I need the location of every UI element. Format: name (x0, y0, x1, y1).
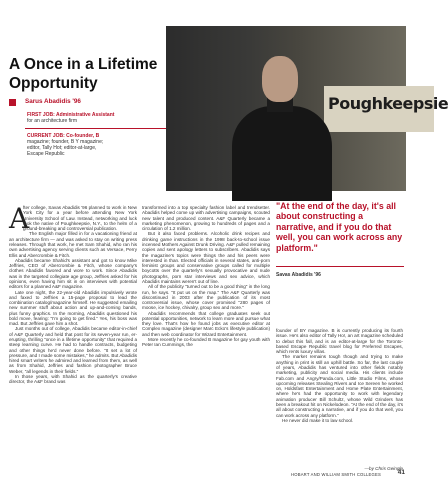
first-job-value: for an architecture firm (27, 118, 78, 124)
paragraph: fter college, Savas Abadidis '96 planned to work in New York City for a year before attending New York University School of Law. Instead, networking and luck took the native of Poughkeepsie, N.Y., to the helm of a ground-breaking and controversial publication. (23, 205, 137, 232)
sign-text: Poughkeepsie (328, 94, 448, 113)
pull-quote-divider (276, 266, 404, 267)
paragraph: Late one night, the 22-year-old Abadidis impulsively wrote and faxed to Jeffries a 15-page proposal to lead the combination catalog/magazine himself. He suggested emailing new summer stuff about action and up-and-coming bands, plus funny graphics. In the morning, Abadidis questioned his bold move, fearing: "I'm going to get fired." Yes, his boss was mad. But Jeffries gave him a shot. (9, 289, 137, 327)
current-job-line-2: editor, Tally Hot; editor-at-large, (27, 145, 97, 151)
person-head (262, 56, 298, 102)
sidebar-divider (25, 128, 175, 129)
paragraph: transformed into a top specialty fashion label and trendsetter. Abadidis helped come up with advertising campaigns, scouted new talent and produced content. A&F Quarterly became a marketing phenomenon, growing to hundreds of pages and a circulation of 1.2 million. (142, 205, 270, 232)
paragraph: More recently he co-founded B magazine for gay youth with Peter Ian Cummings, the (142, 337, 270, 348)
paragraph: Abadidis recommends that college graduates seek out potential opportunities, network to learn more and pursue what they love. That's how he found jobs as executive editor at Complex magazine (designer Marc Ecko's lifestyle publication) and then web coordinator for Wizard Entertainment. (142, 310, 270, 337)
current-job-line-3: Escape Republic (27, 151, 65, 157)
first-job-label: FIRST JOB: Administrative Assistant (27, 112, 115, 118)
person-body (232, 106, 332, 201)
body-column-3 (276, 328, 403, 423)
paragraph: The market remains tough though and trying to make anything in print is still an uphill battle. So far, the last couple of years, Abadidis has ventured into other fields notably marketing, publicity and social media. His clients include Fab.com and Angry/Panda.com, Little Studio Films, whose upcoming releases Stealing Rivers and Ice Sereen he worked on, Holdsfast Entertainment and Home Plate Entertainment, where he's had the opportunity to work with legendary animation producer Bill Schultz, whose Wild Grinders has been a breakout hit on Nickelodeon. "At the end of the day, it's all about constructing a narrative, and if you do that well, you can work across any platform." (276, 354, 403, 418)
paragraph: In those years, with Shahid as the quarterly's creative director, the A&F brand was (9, 374, 137, 385)
paragraph: The English major filled in for a vacationing friend at an architecture firm — and was asked to stay on writing press releases. Through that work, he met Sam Shahid, who ran his own advertising agency serving clients such as Versace, Perry Ellis and Abercrombie & Fitch. (9, 231, 137, 258)
current-job-line-1: magazine; founder, B Y magazine; (27, 139, 104, 145)
red-square-icon (9, 99, 16, 106)
profile-name: Sarus Abadidis '96 (25, 98, 81, 105)
current-job-label: CURRENT JOB: Co-founder, B (27, 133, 100, 139)
paragraph: He never did make it to law school. (282, 417, 354, 423)
paragraph: But it also faced problems. Alcoholic drink recipes and drinking game instructions in the 1998 back-to-school issue incensed Mothers Against Drunk Driving. A&F pulled remaining copies and sent apology letters to subscribers. Abadidis says the magazine's topics were things the and his peers were interested in than. Elected officials in several states, anti-porn feminist groups and conservative groups called for multiple boycotts over the quarterly's sexually provocative and nude photographs, porn star interviews and sex advice, which Abadidis maintains weren't out of line. (142, 231, 270, 284)
article-title: A Once in a Lifetime Opportunity (9, 56, 158, 92)
portrait-photo (166, 26, 448, 191)
body-column-1 (9, 202, 137, 385)
paragraph: All of the publicity "turned out to be a good thing" in the long run, he says. "It put us on the map." The A&F Quarterly was discontinued in 2003 after the publication of its most controversial issue, whose cover promised "280 pages of moose, ice hockey, chivalry, group sex and more." (142, 284, 270, 311)
page-number: 41 (397, 469, 405, 476)
paragraph: Abadidis became Shahid's assistant and got to know Mike Jeffries, CEO of Abercrombie & Fitch, whose company's clothes Abadidis favored and wore to work. Since Abadidis was in the targeted collegiate age group, Jeffries asked for his opinions, even having him sit in on interviews with potential editors for a planned A&F magazine. (9, 257, 137, 290)
paragraph: founder of BY magazine. B is currently producing its fourth issue. He's also editor of Tally Ho!, an art magazine scheduled to debut this fall, and is an editor-at-large for the Toronto-based Escape Republic travel blog for Preferred Escapes, which rents luxury villas. (276, 328, 403, 355)
author-byline: —by Chris Geingle (364, 466, 403, 471)
drop-cap: A (9, 202, 30, 235)
poughkeepsie-sign (324, 86, 448, 132)
body-column-2 (142, 205, 270, 348)
paragraph: Just months out of college, Abadidis became editor-in-chief of A&F Quarterly and held that post for its seven-year run, er-erupting, thrilling "once in a lifetime opportunity" that required a steep learning curve. He had to handle contracts, budgeting and other things he'd never done before. "It set a lot of pressure, and I made some mistakes," he admits. But Abadidis hired smart writers he admired and learned from them, as well as from Shahid, Jeffries and fashion photographer Bruce Weber, "all legends in their fields." (9, 326, 137, 374)
pull-quote: "At the end of the day, it's all about constructing a narrative, and if you do that well, you can work across any platform." (276, 201, 403, 253)
pull-quote-attribution: Savas Abadidis '96 (276, 272, 321, 278)
footer-publisher: HOBART AND WILLIAM SMITH COLLEGES (291, 472, 381, 477)
